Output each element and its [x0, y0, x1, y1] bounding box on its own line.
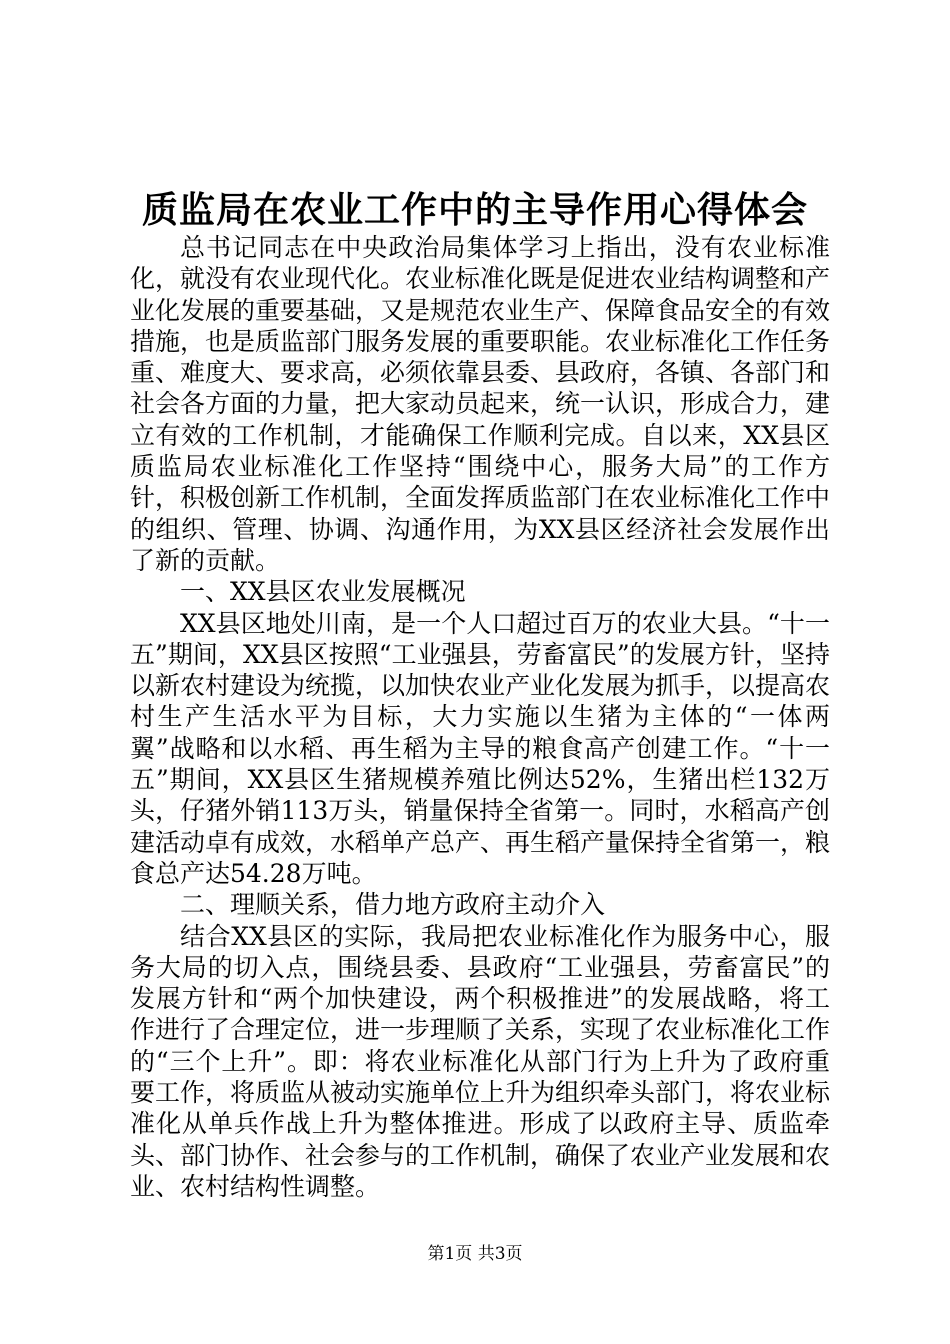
document-body [130, 232, 830, 1202]
paragraph-section-1: XX县区地处川南，是一个人口超过百万的农业大县。“十一五”期间，XX县区按照“工业强县，劳畜富民”的发展方针，坚持以新农村建设为统揽，以加快农业产业化发展为抓手，以提高农村生产生活水平为目标，大力实施以生猪为主体的“一体两翼”战略和以水稻、再生稻为主导的粮食高产创建工作。“十一五”期间，XX县区生猪规模养殖比例达52%，生猪出栏132万头，仔猪外销113万头，销量保持全省第一。同时，水稻高产创建活动卓有成效，水稻单产总产、再生稻产量保持全省第一，粮食总产达54.28万吨。 [130, 608, 831, 888]
page-footer: 第1页 共3页 [427, 1244, 523, 1264]
paragraph-intro: 总书记同志在中央政治局集体学习上指出，没有农业标准化，就没有农业现代化。农业标准化既是促进农业结构调整和产业化发展的重要基础，又是规范农业生产、保障食品安全的有效措施，也是质监部门服务发展的重要职能。农业标准化工作任务重、难度大、要求高，必须依靠县委、县政府，各镇、各部门和社会各方面的力量，把大家动员起来，统一认识，形成合力，建立有效的工作机制，才能确保工作顺利完成。自以来，XX县区质监局农业标准化工作坚持“围绕中心，服务大局”的工作方针，积极创新工作机制，全面发挥质监部门在农业标准化工作中的组织、管理、协调、沟通作用，为XX县区经济社会发展作出了新的贡献。 [130, 233, 831, 575]
section-heading-2: 二、理顺关系，借力地方政府主动介入 [180, 890, 606, 920]
paragraph-section-2: 结合XX县区的实际，我局把农业标准化作为服务中心，服务大局的切入点，围绕县委、县政府“工业强县，劳畜富民”的发展方针和“两个加快建设，两个积极推进”的发展战略，将工作进行了合理定位，进一步理顺了关系，实现了农业标准化工作的“三个上升”。即：将农业标准化从部门行为上升为了政府重要工作，将质监从被动实施单位上升为组织牵头部门，将农业标准化从单兵作战上升为整体推进。形成了以政府主导、质监牵头、部门协作、社会参与的工作机制，确保了农业产业发展和农业、农村结构性调整。 [130, 921, 831, 1201]
section-heading-1: 一、XX县区农业发展概况 [180, 577, 466, 607]
document-title: 质监局在农业工作中的主导作用心得体会 [141, 189, 808, 231]
